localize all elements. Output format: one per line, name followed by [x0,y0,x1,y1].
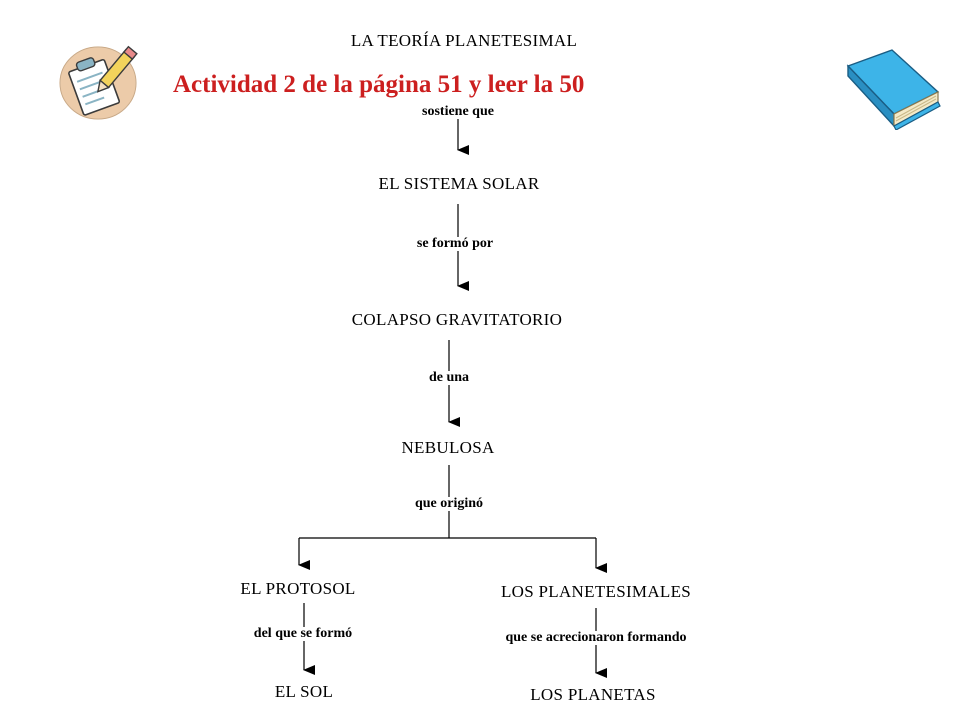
link-sostiene: sostiene que [422,104,494,119]
node-protosol: EL PROTOSOL [240,579,356,598]
node-planets: LOS PLANETAS [530,685,656,704]
link-formo-por: se formó por [416,236,494,251]
node-planetesimals: LOS PLANETESIMALES [500,582,692,601]
link-origino: que originó [414,496,484,511]
link-del-que: del que se formó [253,626,353,641]
node-theory: LA TEORÍA PLANETESIMAL [350,31,578,50]
link-acrecionaron: que se acrecionaron formando [505,630,687,645]
node-sun: EL SOL [274,682,334,701]
book-icon [842,44,942,130]
notepad-pencil-icon [55,42,141,122]
link-de-una: de una [428,370,470,385]
node-solar-system: EL SISTEMA SOLAR [378,174,540,193]
activity-heading: Actividad 2 de la página 51 y leer la 50 [173,71,585,98]
node-nebula: NEBULOSA [401,438,495,457]
node-collapse: COLAPSO GRAVITATORIO [351,310,563,329]
